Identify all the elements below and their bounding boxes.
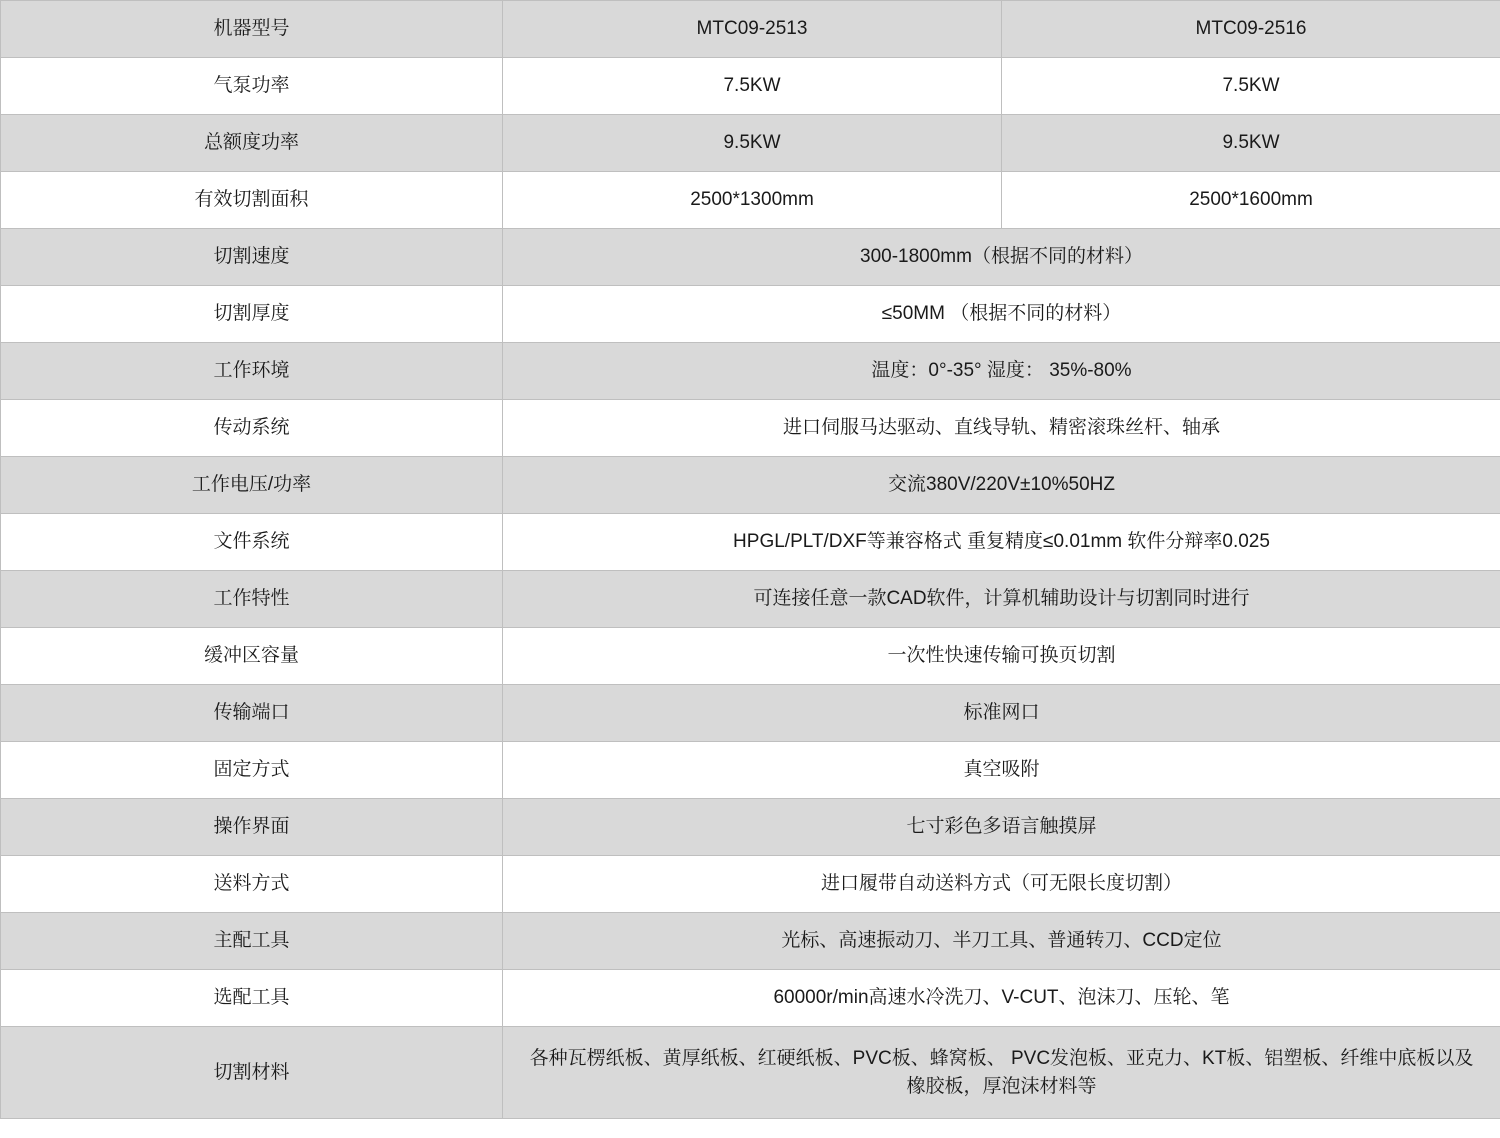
table-row [1, 343, 1500, 400]
spec-value-text: 真空吸附 [963, 759, 1040, 781]
spec-value-text: 七寸彩色多语言触摸屏 [906, 816, 1097, 838]
spec-value-cell-wide [503, 970, 1500, 1027]
spec-value-cell-wide [503, 457, 1500, 514]
spec-label-cell: 传输端口 [1, 685, 503, 742]
spec-value-text: 温度：0°-35° 湿度： 35%-80% [871, 360, 1132, 382]
table-row [1, 400, 1500, 457]
spec-value-text: 进口履带自动送料方式（可无限长度切割） [820, 873, 1182, 895]
spec-value-cell-wide [503, 628, 1500, 685]
spec-label-cell: 机器型号 [1, 1, 503, 58]
spec-value-cell-wide [503, 742, 1500, 799]
spec-label-cell: 切割厚度 [1, 286, 503, 343]
spec-label-cell: 切割材料 [1, 1027, 503, 1119]
spec-value-text: 可连接任意一款CAD软件，计算机辅助设计与切割同时进行 [753, 588, 1250, 610]
spec-value-cell-wide [503, 229, 1500, 286]
spec-value-cell: 7.5KW [503, 58, 1002, 115]
spec-value-cell: 9.5KW [503, 115, 1002, 172]
table-row [1, 514, 1500, 571]
spec-value-text: ≤50MM （根据不同的材料） [881, 303, 1122, 325]
spec-value-cell-wide [503, 514, 1500, 571]
spec-label-cell: 送料方式 [1, 856, 503, 913]
spec-value-text: 300-1800mm（根据不同的材料） [860, 246, 1143, 268]
table-row [1, 571, 1500, 628]
spec-label-cell: 固定方式 [1, 742, 503, 799]
table-row [1, 115, 1500, 172]
spec-value-text: 各种瓦楞纸板、黄厚纸板、红硬纸板、PVC板、蜂窝板、 PVC发泡板、亚克力、KT板、铝塑板、纤维中底板以及橡胶板，厚泡沫材料等 [529, 1047, 1474, 1097]
spec-label-cell: 文件系统 [1, 514, 503, 571]
spec-value-cell-wide [503, 571, 1500, 628]
spec-label-cell: 工作电压/功率 [1, 457, 503, 514]
spec-value-text: HPGL/PLT/DXF等兼容格式 重复精度≤0.01mm 软件分辩率0.025 [733, 531, 1270, 553]
table-body [1, 1, 1500, 1119]
spec-value-text: 光标、高速振动刀、半刀工具、普通转刀、CCD定位 [781, 930, 1222, 952]
table-row [1, 799, 1500, 856]
spec-label-cell: 主配工具 [1, 913, 503, 970]
spec-value-text: 进口伺服马达驱动、直线导轨、精密滚珠丝杆、轴承 [782, 417, 1220, 439]
spec-value-text: 交流380V/220V±10%50HZ [888, 474, 1115, 496]
spec-value-cell: MTC09-2513 [503, 1, 1002, 58]
spec-label-cell: 有效切割面积 [1, 172, 503, 229]
spec-label-cell: 工作特性 [1, 571, 503, 628]
spec-value-cell: 2500*1300mm [503, 172, 1002, 229]
spec-label-cell: 缓冲区容量 [1, 628, 503, 685]
table-row [1, 742, 1500, 799]
spec-label-cell: 操作界面 [1, 799, 503, 856]
table-row [1, 856, 1500, 913]
table-row [1, 58, 1500, 115]
spec-value-cell-wide [503, 1027, 1500, 1119]
spec-label-cell: 选配工具 [1, 970, 503, 1027]
spec-value-cell-wide [503, 400, 1500, 457]
spec-value-cell-wide [503, 856, 1500, 913]
spec-label-cell: 总额度功率 [1, 115, 503, 172]
table-row [1, 628, 1500, 685]
table-row [1, 970, 1500, 1027]
table-row [1, 286, 1500, 343]
spec-value-cell: MTC09-2516 [1002, 1, 1500, 58]
table-row [1, 457, 1500, 514]
spec-label-cell: 传动系统 [1, 400, 503, 457]
spec-value-text: 一次性快速传输可换页切割 [887, 645, 1116, 667]
spec-label-cell: 气泵功率 [1, 58, 503, 115]
spec-value-cell-wide [503, 685, 1500, 742]
table-row [1, 1, 1500, 58]
table-row [1, 685, 1500, 742]
spec-value-cell-wide [503, 343, 1500, 400]
table-row [1, 229, 1500, 286]
spec-value-text: 标准网口 [963, 702, 1040, 724]
spec-value-cell-wide [503, 913, 1500, 970]
table-row [1, 1027, 1500, 1119]
table-row [1, 172, 1500, 229]
spec-value-cell: 9.5KW [1002, 115, 1500, 172]
table-row [1, 913, 1500, 970]
spec-label-cell: 工作环境 [1, 343, 503, 400]
spec-value-cell-wide [503, 286, 1500, 343]
spec-value-text: 60000r/min高速水冷洗刀、V-CUT、泡沫刀、压轮、笔 [773, 987, 1230, 1009]
spec-value-cell: 7.5KW [1002, 58, 1500, 115]
spec-value-cell: 2500*1600mm [1002, 172, 1500, 229]
spec-label-cell: 切割速度 [1, 229, 503, 286]
spec-value-cell-wide [503, 799, 1500, 856]
